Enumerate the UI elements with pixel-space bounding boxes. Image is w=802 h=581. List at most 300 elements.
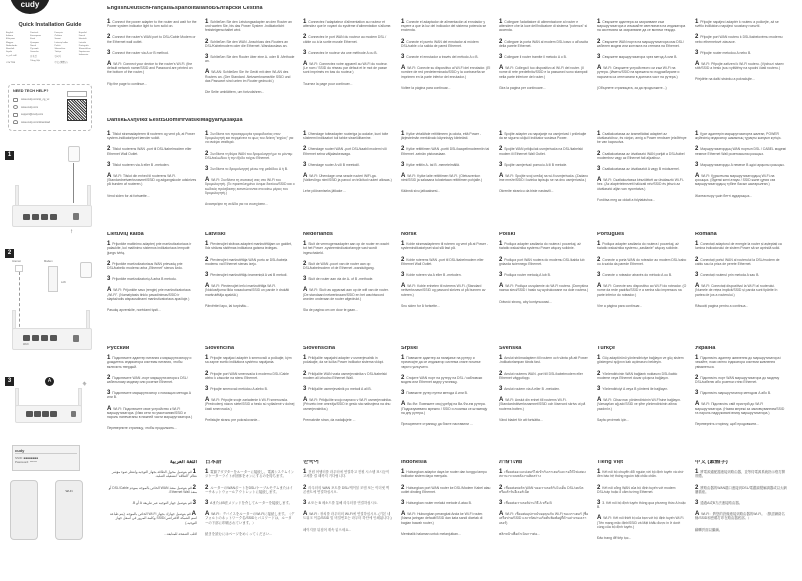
tech-help-box	[8, 84, 92, 131]
method-a-text: A WLAN: Schließen Sie Ihr Gerät mit dem WLAN des Routers an. (Der Standard -Netzwerkname/die SSID und das Passwort sind unten im Router gedruckt.)	[205, 69, 291, 83]
step-2-text: 2 Connectez le port WAN du routeur au modem DSL / câble ou à la sortie murale Ethernet.	[303, 34, 387, 44]
lang-column-3	[401, 20, 491, 97]
language-index-item: 日本語	[30, 56, 37, 59]
step-2-badge: 2	[5, 249, 14, 258]
help-website-link[interactable]: www.cudy.com	[13, 104, 87, 112]
lang-heading: Slovenčina	[205, 346, 235, 351]
continue-text: Переверните страницу, чтобы продолжить...	[107, 426, 177, 431]
cudy-logo: cudy	[10, 0, 50, 14]
lang-heading: 한국어	[303, 460, 319, 465]
language-index-item: Suomi	[54, 38, 61, 41]
router-rear-3	[15, 405, 82, 423]
step-3-text: 3 Connect the router via A or B method.	[107, 49, 169, 56]
step-2-text: 2 Anslut routerns WAN -port till DSL/kabelmodem eller Ethernet väggutlopp.	[499, 370, 583, 380]
step-3-text: 3 Маршрутизаторды A немесе B әдісі арқылы қосыңыз.	[695, 161, 785, 168]
language-index-item: 中文 (繁體字)	[54, 61, 68, 64]
step-2-text: 2 Kết nối cổng WAN của bộ định tuyến với modem DSL/cáp hoặc ổ cắm tường Ethernet.	[597, 484, 676, 494]
step-2-text: 2 Připojte port WAN routeru k DSL/kabelovému modemu nebo ethernetové zásuvce.	[695, 34, 783, 44]
step-2-text: 2 Підключіть порт WAN маршрутизатора до модему DSL/кабелю або розетки стіни Ethernet.	[695, 374, 780, 385]
power-cable	[73, 163, 74, 203]
step-2-text: 2 Pievienojiet maršrutētāja WAN portu ar DSL/kabeļa modemu vai Ethernet sienas izeju.	[205, 256, 288, 266]
continue-text: Sla de pagina om om door te gaan...	[303, 308, 358, 313]
continue-text: Flip the page to continue...	[107, 81, 147, 86]
continue-text: Gira la pagina per continuare...	[499, 85, 546, 90]
lang-heading: Nederlands	[303, 232, 333, 237]
wall-jack	[15, 265, 23, 272]
lang-column-2	[303, 346, 393, 429]
step-3-text: 3 Pievienojiet maršrutētāju ieameniņā A vai B metodi.	[205, 272, 288, 279]
step-2-text: 2 Conecte a porta WAN do roteador ao modem DSL/cabo ou à saída da parede Ethernet.	[597, 256, 687, 266]
continue-text: 翻轉頁面以繼續。	[695, 527, 723, 532]
step-3-text: 3 Подключите маршрутизатор с помощью метода A или B.	[107, 390, 191, 400]
step-1-text: 1 Sluit de vermogensadapter aan op de router en wacht tot het Power -systeemindicatorlampje vast wordt ingeschakeld.	[303, 241, 390, 255]
language-index-item: English	[6, 32, 14, 34]
step-1-text: 1 將電源適配器連接到路由器，並等待電源系統指示燈打開實體。	[695, 469, 786, 479]
method-a-text: A Wi-Fi: Připojte zařízení k Wi-Fi routeru. (Výchozí název sítě/SSID a heslo jsou vytištěny na spodní části routeru.)	[695, 61, 784, 71]
language-index-item: Español	[78, 32, 87, 34]
step-2-text: 2 將路由器的WAN端口連接到DSL/電纜調製解調器或以太網牆插座。	[695, 484, 787, 494]
language-index-item: Türkçe	[54, 51, 62, 54]
step-1-text: 1 Свържете адаптера за захранване към маршрутизатора и изчакайте светлината на индикатора на системата за захранване да се включи твърдо.	[597, 19, 686, 33]
step-3-text: 3 Hubungkan router melalui metode A atau B.	[401, 500, 472, 507]
method-a-text: A Wi-Fi: Csatlakoztassa készülékét az útválasztó Wi-Fi-hez. (Az alapértelmezett hálózati név/SSID és jelszó az útválasztó alján van nyomtatva.)	[597, 177, 684, 191]
continue-text: Lehe pööramiseks jätkake ...	[303, 189, 347, 194]
step-3-text: 3 Collegare il router tramite il metodo A o B.	[499, 54, 567, 61]
continue-text: Жалғастыру үшін бетті аударыңыз...	[695, 193, 753, 198]
step-1-text: 1 Подключите адаптер питания к маршрутизатору и дождитесь индикатора системы питания, чтобы включить твердый.	[107, 355, 192, 369]
step-2-text: 2 Спојите WAN порт на рутеру на DSL / кабловски модем или Ethernet зидну утичницу.	[401, 374, 483, 385]
lang-column-1	[205, 132, 295, 213]
help-video-link[interactable]: www.cudy.com/qr_cg_vc	[13, 96, 87, 104]
phone-wifi-settings: Wi-Fi	[55, 480, 83, 540]
lang-column-5	[597, 232, 687, 315]
method-a-text: A Wi-Fi: Hubungkan perangkat Anda ke Wi-Fi router. (Nama jaringan default/SSID dan kata sandi dicetak di bagian bawah router.)	[401, 511, 484, 525]
lang-column-1	[205, 346, 295, 429]
lang-column-0	[107, 232, 197, 319]
language-index-item: Nederlands	[6, 44, 18, 47]
continue-text: Vend siden for at fortsætte...	[107, 193, 150, 198]
router-label-card: cudy SSID: ■■■■■■■■ Password: ******	[12, 445, 80, 471]
language-index-item: Čeština	[54, 35, 62, 38]
language-index-item: Magyar	[6, 41, 14, 44]
lang-column-2	[303, 20, 393, 93]
step-3-text: 3 Повежите рутер путем метода A или B.	[401, 390, 468, 397]
step-2-text: 2 Ühendage ruuteri WAN -port DSL/kaabli modemi või Ethernet seina väljalaskeavaga.	[303, 146, 387, 156]
router-rear-2	[12, 328, 92, 350]
lang-column-0	[107, 132, 197, 205]
step-2-text: 2 Schließen Sie den WAN -Anschluss des Routers an DSL/Kabelmodem oder die Ethernet -Wandauslass an.	[205, 38, 289, 48]
step-2-text: 2 قم بتوصيل منفذ WAN الخاص بالموجه بمودم DSL/Cable أو منفذ Ethernet Wall.	[108, 484, 197, 494]
lang-column-4	[499, 132, 589, 201]
continue-text: Sayfa çevirmek için...	[597, 417, 630, 422]
method-a-text: A Wi-Fi: Sluit uw apparaat aan op de wifi van de router. (De standaard netwerknaam/SSID en het wachtwoord worden onderaan de router afgedrukt.)	[303, 287, 389, 301]
continue-text: Tournez la page pour continuer...	[303, 81, 353, 86]
continue-text: Membalik halaman untuk melanjutkan...	[401, 531, 461, 536]
method-a-text: A Wi-Fi: Tilslut din enhed til routerens Wi-Fi. (Standardnetværksnavnet/SSID og adgangskode udskrives på bunden af routeren.)	[107, 173, 197, 187]
step-2-text: 2 Collegare la porta WAN al modem DSL/cavo o all'uscita della parete Ethernet.	[499, 38, 588, 48]
method-a-text: A Wi-Fi: Συνδέστε τη συσκευή σας στο Wi-Fi του δρομολογητή. (Το προεπιλεγμένο όνομα δικτύου/SSID και ο κωδικός πρόσβασης εκτυπώνονται στο κάτω μέρος του δρομολογητή.)	[205, 177, 295, 195]
continue-text: Αναστρέψτε τη σελίδα για να συνεχίσετε...	[205, 202, 268, 207]
step-1-text: 1 Podłącz adapter zasilania do routera i poczekaj, aż światło wskaźnika systemu „zasilanie" włączy solidnie.	[597, 241, 679, 251]
lang-heading: Latviski	[205, 232, 226, 237]
lang-heading: Svenska	[499, 346, 522, 351]
method-a-text: A Wi-Fi : 장치를 라우터의 Wi-Fi에 연결하십시오. (기본 네트워크 이름/SSID 및 비밀번호는 라우터 하단에 인쇄됩니다.)	[303, 511, 392, 521]
lang-heading: Tiếng Việt	[597, 460, 624, 465]
step-3-text: 3 Tilslut routeren via A eller B -metoden.	[107, 161, 170, 168]
step-1-text: 1 Підключіть адаптер живлення до маршрутизатора і чекайте, поки світло індикатора системи живлення увімкнеться.	[695, 355, 782, 369]
step-2-text: 2 Подключите WAN -порт маршрутизатора к DSL/кабельному модему или розетке Ethernet.	[107, 374, 188, 385]
continue-text: Đảo trang để tiếp tục...	[597, 536, 632, 541]
arrow-up-icon: ↑	[70, 229, 73, 235]
step-1-text: 1 Повежите адаптер за напајање на рутеру и причекајте да се индикатор система снаге почиње чврсто укључити.	[401, 355, 481, 369]
step-3-text: 3 Anslut routern via A eller B -metoden.	[499, 386, 561, 393]
ssid-text: SSID: ■■■■■■■■	[15, 456, 39, 460]
lang-column-4	[499, 346, 589, 429]
language-index-item: Português	[78, 44, 89, 47]
language-index-item: Eesti	[30, 38, 36, 41]
lang-heading: Türkçe	[597, 346, 616, 351]
step-1-text: 1 Kết nối bộ chuyển đổi nguồn với bộ định tuyến và chờ đèn báo hệ thống nguồn bật chắc chắn.	[597, 469, 684, 479]
lang-heading: Română	[695, 232, 717, 237]
method-a-text: A Wi-Fi: Pripojte svoje zariadenie k Wi-Fi smerovača. (Predvolený názov siete/SSID a heslo sú vytlačené v dolnej časti smerovača.)	[205, 397, 295, 411]
continue-text: Pārvērtiet lapu, lai turpinātu...	[205, 303, 250, 308]
lang-column-6	[695, 346, 787, 433]
step-3-text: 3 Connectez le routeur via une méthode A ou B.	[303, 49, 378, 56]
modem-label: Modem	[44, 260, 53, 263]
step-1-text: 1 Conecte el adaptador de alimentación al enrutador y espere a que la luz del indicador del sistema potencia se encienda.	[401, 19, 487, 33]
continue-text: พลิกหน้าเพื่อดำเนินการต่อ...	[499, 531, 540, 536]
lang-column-4	[499, 20, 589, 97]
lang-column-1	[205, 460, 295, 543]
continue-text: Premaknite stran, da nadaljujete ...	[303, 417, 356, 422]
lang-column-1	[205, 20, 295, 101]
language-index-item: Українська	[78, 51, 90, 54]
method-a-text: A Wi-Fi: Spojite svoj uređaj na wi-fi usmjerivača. (Zadano ime mreže/SSID i lozinka ispisuju se na dnu usmjerivača.)	[499, 173, 589, 183]
continue-text: (Обърнете страницата, за да продължите...)	[597, 85, 667, 90]
step-2-text: 2 Tilslut routerens WAN -port til DSL/kabelmodem eller Ethernet Wall Outlet.	[107, 146, 192, 156]
step-2-text: 2 Podłącz port WAN routera do modemu DSL/kabla lub gniazda ściennego Ethernet.	[499, 256, 585, 266]
step-1-badge: 1	[5, 151, 14, 160]
step-3-text: 3 AまたはB法メソッドを介してルーターを接続します。	[205, 500, 293, 507]
phone-home-screen	[10, 480, 38, 540]
mail-icon	[13, 113, 18, 117]
step-3-text: 3 Sluit de router aan via de A- of B -methode.	[303, 276, 374, 283]
password-text: Password: ******	[15, 460, 37, 464]
language-index-item: Lietuvių kalba	[54, 41, 68, 44]
language-index-item: Slovenčina	[54, 47, 66, 50]
step-3-text: 3 Pripojte smerovač metódou A alebo B.	[205, 386, 268, 393]
method-a-text: A Wi-Fi: Conecte su dispositivo al Wi-Fi del enrutador. (El nombre de red predeterminado/SSID y la contraseña se imprimen en la parte inferior del enrutador.)	[401, 65, 491, 79]
lang-column-3	[401, 346, 491, 433]
step-3-text: 3 Schließen Sie den Router über eine A- oder B -Methode an.	[205, 54, 295, 64]
step-2-text: 2 Connect the router's WAN port to DSL/Cable Modem or the Ethernet wall outlet.	[107, 34, 196, 44]
step-1-text: 1 Pievienojiet strāvas adapteri maršrutētājam un gaidiet, līdz strāvas sistēmas indikatora gaisma iedegas.	[205, 241, 292, 251]
language-index-item: Hrvatski	[78, 38, 87, 41]
wifi-icon: ≋	[80, 380, 88, 388]
method-a-text: A Wi-Fi: Prijunkite savo įrenginį prie maršrutizatoriaus „Wi-Fi". (Numatytasis tinklo pavadinimas/SSID ir slaptažodis atspausdinami maršrutizatoriaus apačioje.)	[107, 287, 191, 301]
step-3-text: 3 Připojte router metodou A nebo B.	[695, 49, 752, 56]
step-2-text: 2 Pripojte port WAN smerovača k modemu DSL/Cable alebo k zásuvke na stenu Ethernet.	[205, 370, 289, 380]
lang-column-6	[695, 460, 787, 539]
step-1-text: 1 قم بتوصيل محول الطاقة بجهاز التوجيه وانتظر ضوء مؤشر نظام "الطاقة" لتشغيله الصلبة.	[111, 469, 197, 479]
step-1-text: 1 Csatlakoztassa az áramellátási adaptert az útválasztóhoz, és várjon, amíg a Power rendszer jelzőfénye be van kapcsolva.	[597, 131, 687, 145]
lang-column-6	[695, 132, 787, 205]
qr-header	[67, 91, 87, 97]
step-2-text: 2 Свържете WAN порта на маршрутизатора към DSL/кабелен модем или контакта на стената на Ethernet.	[597, 38, 684, 48]
step-3-text: 3 Conecte o roteador através do método A ou B.	[597, 272, 673, 279]
lang-column-5	[597, 460, 687, 547]
language-index-item: Srpski	[6, 51, 13, 54]
step-1-text: 1 Connectez l'adaptateur d'alimentation au routeur et attendez que le voyant du système d'alimentation s'allume.	[303, 19, 392, 29]
step-1-text: 1 Anslut strömadaptern till routern och vänta på att Power -indikatorlampan tänds fast.	[499, 355, 588, 365]
step-2-text: 2 라우터의 WAN 포트를 DSL/케이블 모뎀 또는 이더넷 벽 콘센트에 연결하십시오.	[303, 484, 390, 494]
lang-column-0	[107, 346, 197, 437]
method-a-badge: A	[45, 377, 54, 386]
method-a-text: A قم بتوصيل جهازك بجهاز Wi-Fi الخاص بالموجه. (يتم طباعة اسم الشبكة الافتراضي/SSID وكلمة المرور في أسفل جهاز التوجيه.)	[109, 511, 197, 525]
internet-cable	[19, 272, 20, 332]
lang-column-5	[597, 132, 687, 209]
step-3-text: 3 เชื่อมต่อเราเตอร์ผ่านวิธี A หรือ B	[499, 500, 552, 507]
step-1-text: 1 電源アダプターをルーターに接続し、電源システムインジケーターライトが固体をオンにするのを待ちます。	[205, 469, 295, 479]
lang-heading: Srpski	[401, 346, 418, 351]
step-3-text: 3 Conectați routerul prin metoda A sau B.	[695, 272, 760, 279]
method-a-text: A Wi-Fi: Connect your device to the router's Wi-Fi. (the default network name/SSID and Password are printed on the bottom of the router.)	[107, 61, 193, 75]
method-a-text: A Wi-Fi: Conecte seu dispositivo ao Wi-Fi do roteador. (O nome da rede padrão/SSID e a senha são impressos na parte inferior do roteador.)	[597, 283, 687, 297]
continue-text: Okrenite stranicu da biste nastavili...	[499, 189, 554, 194]
step-3-text: 3 Kytke reititin A- tai B -menetelmällä.	[401, 161, 460, 168]
step-3-text: 3 Свържете маршрутизатора чрез метод A или B.	[597, 54, 678, 61]
language-index-item: Български	[30, 35, 41, 38]
internet-label: Internet	[12, 260, 21, 263]
step-3-text: 3 Conecte el enrutador a través del método A o B.	[401, 54, 479, 61]
lang-column-0	[107, 20, 197, 93]
step-3-text: 3 Priključite usmerjevalnik po metodi A ali B.	[303, 386, 372, 393]
step-2-text: 2 Yönlendiricinin WAN bağlantı noktasını DSL/kablo modeme veya Ethernet duvar çıkışına bağlayın.	[597, 370, 678, 380]
step-2-text: 2 ルーターのWANポートをDSL/ケーブルモデムまたはイーサネットウォールアウトレットに接続します。	[205, 484, 293, 494]
modem-device	[48, 266, 58, 292]
step-2-text: 2 Маршрутизатордың WAN портын DSL / CABEL модемі немесе Ethernet Wall розеткасына қосыңыз.	[695, 146, 786, 156]
instructions-area	[107, 0, 802, 581]
step-2-text: 2 Conectați portul WAN al routerului la DSL/modem de cablu sau la priza de perete Ethernet.	[695, 256, 780, 266]
step-3-text: 3 Підключіть маршрутизатор методом A або B.	[695, 390, 772, 397]
step-1-text: 1 Podłącz adapter zasilania do routera i poczekaj, aż światło wskaźnika systemu Power włączy solidnie.	[499, 241, 581, 251]
method-a-text: A Wi-Fi: Подключите свое устройство к Wi-Fi маршрутизатора. (Имя сети по умолчанию/SSID и пароль напечатаны в нижней части маршрутизатора.)	[107, 405, 193, 420]
continue-text: Odwróć stronę, aby kontynuować...	[499, 299, 552, 304]
video-icon	[13, 98, 18, 102]
language-index-item: Қазақша	[30, 41, 39, 44]
step-3-text: 3 通過A或B方法連接路由器。	[695, 500, 743, 507]
method-a-text: A Wi-Fi: เชื่อมต่ออุปกรณ์ของคุณกับ Wi-Fi ของเราเตอร์ (ชื่อเครือข่าย/SSID และรหัสผ่านเริ่มต้นพิมพ์อยู่ที่ด้านล่างของเราเตอร์)	[499, 511, 589, 525]
continue-text: Prelistujte stranu pre pokračovanie...	[205, 417, 261, 422]
globe-icon	[13, 105, 18, 109]
step-1-text: 1 Güç adaptörünü yönlendiriciye bağlayın ve güç sistem göstergesi ışığının katı açılmasını bekleyin.	[597, 355, 684, 365]
method-a-text: A Wi-Fi: Koble enheten til ruterens Wi-Fi. (Standard nettverksnavn/SSID og passord skrives ut på bunnen av ruteren.)	[401, 283, 486, 297]
help-download-link[interactable]: www.cudy.com/download	[13, 119, 87, 127]
continue-text: Переверніть сторінку, щоб продовжити...	[695, 422, 760, 427]
step-1-text: 1 Schließen Sie den Leistungsadapter an den Router an und warten Sie, bis das Power System -Indikatorlicht feststeigenschaltet wird.	[205, 19, 292, 33]
method-a-text: A Wi-Fi: Connectez votre appareil au Wi-Fi du routeur. (Le nom / SSID du réseau par défaut et le mot de passe sont imprimés en bas du routeur.)	[303, 61, 388, 75]
lang-heading: Lietuvių kalba	[107, 232, 144, 237]
lang-column-2	[303, 460, 393, 539]
tech-help-title: NEED TECH HELP?	[13, 89, 49, 93]
step-3-text: 3 Csatlakoztassa az útválasztót A vagy B módszerrel.	[597, 166, 680, 173]
step-1-text: 1 Tilslut strømadapteren til routeren og vent på, at Power system-indikatorlyset tænder solidt.	[107, 131, 195, 141]
continue-text: Răsuciți pagina pentru a continua...	[695, 303, 749, 308]
lang-column-6	[695, 232, 787, 315]
step-3-text: 3 A 또는 B 메소드를 통해 라우터를 연결하십시오.	[303, 500, 378, 507]
lang-heading: Polski	[499, 232, 516, 237]
section-header: EnglishDeutschFrançaisEspañolItalianoБългарски Čeština	[107, 6, 263, 11]
step-3-text: 3 قم بتوصيل جهاز التوجيه عبر طريقة A أو B.	[132, 500, 196, 507]
language-index-item: Slovenščina	[78, 47, 91, 50]
lang-column-3	[401, 232, 491, 315]
method-a-text: A Wi-Fi: Kết nối thiết bị của bạn với bộ định tuyến Wi-Fi. (Tên mạng mặc định/SSID và Mật khẩu được in ở dưới cùng của bộ định tuyến.)	[597, 515, 685, 529]
lang-column-3	[401, 132, 491, 201]
language-index-item: Italiano	[6, 35, 14, 38]
language-index	[6, 32, 101, 64]
language-index-item: Latviski	[78, 41, 87, 44]
step-3-text: 3 Ühendage ruuter A või B meetodil.	[303, 161, 360, 168]
language-index-item: ภาษาไทย	[6, 61, 16, 64]
language-index-item: Norsk	[30, 44, 36, 47]
power-adapter-2	[80, 262, 92, 278]
continue-text: Vire a página para continuar...	[597, 303, 643, 308]
step-1-text: 1 Kytke virtalähde reitittimeen ja odota, että Power -järjestelmän merkkivalo käynnistyy kiinteästi.	[401, 131, 482, 141]
wan-label: WAN	[23, 343, 29, 346]
lang-column-3	[401, 460, 491, 543]
step-3-text: 3 Spojite usmjerivač pomoću A ili B metode.	[499, 161, 568, 168]
help-email-link[interactable]: support@cudy.com	[13, 111, 87, 119]
qr-code	[67, 99, 87, 121]
step-1-text: 1 Priključite napajalni adapter v usmerjevalnik in počakajte, da se lučka Power indikator sistema vklopi.	[303, 355, 385, 365]
step-2-text: 2 Hubungkan port WAN router ke DSL/Modem Kabel atau outlet dinding Ethernet.	[401, 484, 491, 494]
step-1-text: 1 Συνδέστε τον προσαρμογέα τροφοδοσίας στον δρομολογητή και περιμένετε το φως του δείκτη "ισχύος" για να ανάψει σταθερά.	[205, 131, 294, 145]
step-2-text: 2 Prijunkite maršrutizatoriaus WAN prievadą prie DSL/kabelio modemo arba „Ethernet" sienos lizdo.	[107, 260, 183, 271]
method-a-text: A Wi-Fi: Cihazınızı yönlendiricinin Wi-Fi'sine bağlayın. (Varsayılan ağ adı/SSID ve şifre yönlendiricinin altına yazdırılır.)	[597, 397, 682, 411]
step-3-text: 3 Yönlendiriciyi A veya B yöntemi ile bağlayın.	[597, 386, 669, 393]
step-3-text: 3 Prijunkite maršrutizatorių A arba B metodu.	[107, 276, 177, 283]
continue-text: Die Seite umblättern, um fortzufahren...	[205, 90, 265, 95]
language-index-item: Polski	[54, 44, 61, 47]
continue-text: Fordítsa meg az oldalt a folytatáshoz...	[597, 197, 656, 202]
step-2-text: 2 Συνδέστε τη θύρα WAN του δρομολογητή με το μόντεμ DSL/καλωδίου ή την έξοδο τοίχου Ethernet.	[205, 150, 293, 160]
method-a-text: A Wi-Fi: Свържете устройството си към Wi-Fi на рутера. (Името/SSID на мрежата по подразбиране и паролата са отпечатани в долната част на рутера.)	[597, 65, 680, 79]
continue-text: 続きを読むにはページをめくってください...	[205, 531, 273, 536]
lang-column-0	[107, 460, 197, 543]
lang-column-2	[303, 132, 393, 201]
lang-column-4	[499, 232, 589, 311]
continue-text: اقلب الصفحة للمتابعة...	[164, 531, 197, 536]
continue-text: 페이지를 뒤집어 계속 읽으세요...	[303, 527, 352, 532]
lan-label: LAN	[61, 281, 66, 284]
language-index-item: 한국어	[54, 56, 61, 59]
lang-column-5	[597, 346, 687, 429]
step-1-text: 1 Prijunkite maitinimo adapterį prie maršrutizatoriaus ir palaukite, kol maitinimo sistemos indikatoriaus lemputė įjungs tvirtą.	[107, 241, 192, 255]
step-2-text: 2 Koble ruterens WAN -port til DSL/kabelmodem eller Ethernet Wall Outlet.	[401, 256, 484, 266]
step-2-text: 2 เชื่อมต่อพอร์ต WAN ของเราเตอร์กับโมเด็ม DSL/เคเบิลหรือเต้ารับอีเธอร์เน็ต	[499, 484, 584, 494]
cover-panel	[0, 0, 110, 581]
method-a-text: A Wi-Fi: Ühendage oma seade ruuteri WiFi-ga. (Vaikevõrgu nimi/SSID ja parool on trükitud ruuteri allosas.)	[303, 173, 392, 183]
step-1-text: 1 Қуат адаптерін маршрутизаторға жалғап, POWER жүйесінің индикатор шамының тұрақты жануын күтіңіз.	[695, 131, 782, 141]
language-index-item: Indonesia	[78, 54, 89, 57]
continue-text: Přejděte na další stránku a pokračujte...	[695, 77, 755, 82]
step-2-text: 2 Sluit de WAN -poort van de router aan op DSL/kabelmodem of de Ethernet -wanduitgang.	[303, 260, 375, 271]
continue-text: Käännä sivu jatkaaksesi...	[401, 189, 441, 194]
step-1-text: 1 เชื่อมต่ออะแดปเตอร์ไฟเข้ากับเราเตอร์และรอให้ไฟแสดงสถานะระบบพลังงานติดสว่าง	[499, 469, 586, 479]
method-a-text: A Wi-Fi: Підключіть свій пристрій до Wi-Fi маршрутизатора. (Назва мережі за замовчуванням/SSID та пароль надруковані внизу маршрутизатора.)	[695, 401, 785, 415]
guide-title: Quick Installation Guide	[18, 22, 82, 28]
lang-heading: اللغة العربية	[169, 460, 197, 465]
method-a-text: A Ви-Фи: Повежите свој уређај на Ви-Фи-ем рутера. (Подразумевано мрежно / SSID и лозинка се штампају на дну рутера.)	[401, 401, 488, 415]
step-1-text: 1 Connect the power adapter to the router and wait for the Power system indicator light to turn solid on.	[107, 19, 197, 29]
language-index-item: Русский	[30, 47, 39, 50]
language-index-item: Français	[54, 32, 63, 34]
lang-column-1	[205, 232, 295, 315]
language-index-item: Română	[6, 47, 15, 50]
step-2-text: 2 Kytke reitittimen WAN -portti DSL/kaapelimodeemiin tai Ethernet -seinän pistorasiaan.	[401, 146, 490, 156]
method-a-text: A Wi-Fi: Құрылғыны маршрутизатордың Wi-Fi-на қосыңыз. (Әдепкі желі атауы / SSID және құпия сөз маршрутизатордың түбіне басып шығарылған.)	[695, 173, 776, 187]
method-a-text: A Wi-Fi: Conectați dispozitivul la Wi-Fi al routerului. (Numele de rețea implicit/SSID și parola sunt tipărite în partea de jos a routerului.)	[695, 283, 778, 297]
continue-text: Snu siden for å fortsette...	[401, 303, 440, 308]
section-header: DanskΕλληνικά EestiSuomiHrvatskiMagyarҚазақша	[107, 118, 243, 123]
router-rear	[12, 205, 92, 227]
lang-heading: Slovenščina	[303, 346, 336, 351]
step-1-text: 1 Ühendage toiteadapter ruuteriga ja oodake, kuni toite süsteemi indikaatori tuli tahke sisselülitamine.	[303, 131, 389, 141]
language-index-item: Tiếng Việt	[30, 59, 40, 62]
lang-column-6	[695, 20, 787, 89]
method-a-text: A Wi-Fi: Anslut din enhet till routerns Wi-Fi. (Standardnätverksnamnet/SSID och lösenord skrivs ut på routerns botten.)	[499, 397, 586, 411]
continue-text: Преокрените страницу да бисте наставили ...	[401, 422, 473, 427]
method-a-text: A Wi-Fi: Pievienojiet ierīci maršrutētāja Wi-Fi. (Noklusējuma tīkla nosaukums/SSID un parole ir drukāti maršrutētāja apakšā.)	[205, 283, 290, 297]
continue-text: Pasukę apverskite, norėdami tęsti...	[107, 308, 161, 313]
step-2-text: 2 Csatlakoztassa az útválasztó WAN portját a DSL/kábel modemhez vagy az Ethernet fali aljzathoz.	[597, 150, 685, 160]
continue-text: Voltee la página para continuar...	[401, 85, 451, 90]
lang-heading: Україна	[695, 346, 716, 351]
step-2-text: 2 Priključite WAN vrata usmerjevalnika v DSL/kabelski modem ali izhodno Ethernet Wall.	[303, 370, 387, 380]
step-1-text: 1 Pripojte napájací adaptér k smerovači a počkajte, kým sa zapne svetlo indikátora systému napájania.	[205, 355, 292, 365]
step-1-text: 1 Hubungkan adaptor daya ke router dan tunggu lampu indikator sistem daya menyala.	[401, 469, 487, 479]
lang-column-4	[499, 460, 589, 543]
lang-heading: Norsk	[401, 232, 417, 237]
step-3-badge: 3	[5, 377, 14, 386]
lang-column-2	[303, 232, 393, 319]
language-index-item: Ελληνικά	[6, 38, 15, 41]
method-a-text: A Wi-Fi：將您的設備連接到路由器的Wi-Fi。（默認網絡名稱/SSID和密碼打印在路由器底部。）	[695, 511, 785, 521]
step-3-text: 3 Koble ruteren via A eller B -metoden.	[401, 272, 462, 279]
language-index-item: Deutsch	[30, 32, 39, 34]
language-index-item: Dansk	[78, 35, 85, 38]
step-1-text: 1 전원 어댑터를 라우터에 연결하고 전원 시스템 표시등이 고체를 켤 때까지 기다립니다.	[303, 469, 390, 479]
method-a-text: A Wi-Fi: Podłącz urządzenie do Wi-Fi routera. (Domyślna nazwa sieci/SSID i hasło są wydrukowane na dole routera.)	[499, 283, 589, 293]
lang-heading: ภาษาไทย	[499, 460, 523, 465]
step-1-text: 1 Collegare l'adattatore di alimentazione al router e attendere che la luce dell'indicatore di sistema "potenza" si accenda.	[499, 19, 588, 33]
language-index-item: اللغة العربية	[6, 55, 17, 58]
method-a-text: A Wi-Fi: Collega il tuo dispositivo al Wi-Fi del router. (Il nome di rete predefinito/SSID e la password sono stampati nella parte inferiore del router.)	[499, 65, 588, 79]
lang-heading: 中文 (繁體字)	[695, 460, 728, 465]
lang-heading: Indonesia	[401, 460, 427, 465]
lang-heading: Português	[597, 232, 625, 237]
step-1-text: 1 Koble strømadapteren til ruteren og vent på at Power -systemindikatorlyset skal slå fast på.	[401, 241, 489, 251]
step-1-text: 1 Conectați adaptorul de energie la router și așteptați ca lumina indicatorului de sistem Power să se aprindă solid.	[695, 241, 782, 251]
language-index-item: Svenska	[30, 51, 39, 54]
lang-column-5	[597, 20, 687, 97]
lang-heading: Русский	[107, 346, 130, 351]
power-adapter	[68, 146, 80, 162]
method-a-text: A Wi-Fi：デバイスをルーターのWi-Fiに接続します。（デフォルトのネットワーク名/SSIDとパスワードは、ルーターの下部に印刷されています。）	[205, 511, 295, 525]
method-a-text: A Wi-Fi: Priključite svojo napravo v Wi-Fi usmerjevalnika. (Privzeto ime omrežja/SSID in geslo sta natisnjena na dnu usmerjevalnika.)	[303, 397, 392, 411]
step-2-text: 2 Conecte el puerto WAN del enrutador al módem DSL/cable o la salida de pared Ethernet.	[401, 38, 479, 48]
download-icon	[13, 120, 18, 124]
